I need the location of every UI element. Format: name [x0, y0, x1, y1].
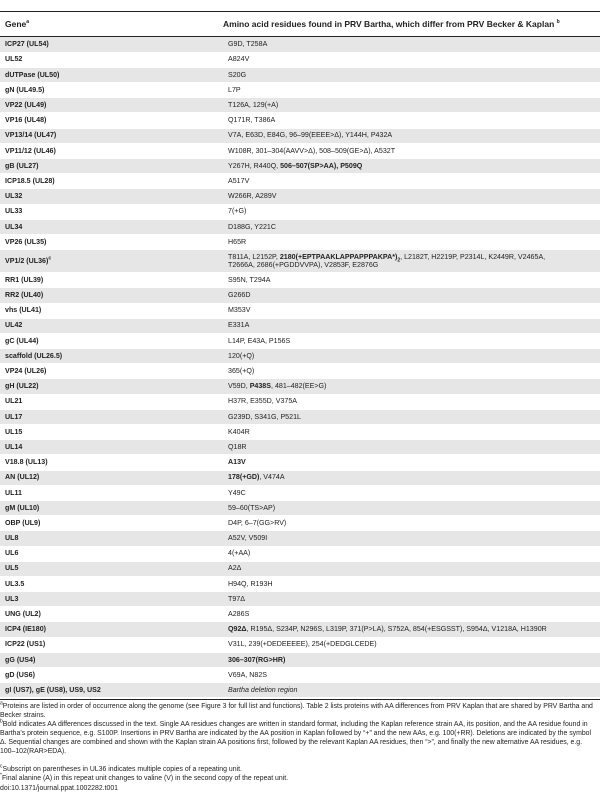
residue-cell	[223, 364, 600, 379]
header-gene-label: Gene	[5, 19, 27, 29]
table-row	[0, 174, 600, 189]
residue-cell	[223, 250, 600, 273]
footnote-star-mark: *	[0, 772, 2, 779]
gene-name: UL42	[5, 321, 23, 330]
residue-cell	[223, 159, 600, 174]
gene-name: VP24 (UL26)	[5, 367, 47, 376]
gene-name: OBP (UL9)	[5, 518, 41, 527]
table-row	[0, 379, 600, 394]
residue-cell	[223, 349, 600, 364]
residue-text: 2180(+EPTPAAKLAPPAPPPAKPA*)	[279, 252, 398, 261]
table-row	[0, 318, 600, 333]
gene-name: UL34	[5, 222, 23, 231]
gene-cell	[0, 67, 223, 82]
gene-name: RR1 (UL39)	[5, 275, 44, 284]
gene-name: AN (UL12)	[5, 473, 40, 482]
residue-text: 7(+G)	[228, 207, 247, 216]
gene-cell	[0, 189, 223, 204]
residue-cell	[223, 531, 600, 546]
residue-cell	[223, 683, 600, 698]
gene-name: gN (UL49.5)	[5, 85, 45, 94]
residue-text: V59D,	[228, 382, 250, 391]
header-gene	[5, 19, 29, 29]
table-row	[0, 83, 600, 98]
residue-text: S95N, T294A	[228, 275, 271, 284]
header-residues-sup: b	[556, 19, 560, 26]
residue-cell	[223, 637, 600, 652]
gene-cell	[0, 113, 223, 128]
residue-cell	[223, 546, 600, 561]
table-row	[0, 409, 600, 424]
gene-name: UL33	[5, 207, 23, 216]
header-gene-sup: a	[26, 19, 30, 26]
footnote-b	[0, 720, 595, 756]
residue-text: V7A, E63D, E84G, 96–99(EEEE>Δ), Y144H, P432A	[228, 131, 393, 140]
table-row	[0, 516, 600, 531]
table-row	[0, 637, 600, 652]
table-row	[0, 349, 600, 364]
residue-text: 120(+Q)	[228, 351, 255, 360]
gene-name: VP1/2 (UL36)	[5, 256, 49, 265]
residue-cell	[223, 67, 600, 82]
residue-cell	[223, 500, 600, 515]
gene-cell	[0, 516, 223, 531]
residue-cell	[223, 174, 600, 189]
gene-name: V18.8 (UL13)	[5, 458, 48, 467]
residue-text: P438S	[249, 382, 271, 391]
residue-text: A2Δ	[228, 564, 242, 573]
residue-text: G239D, S341G, P521L	[228, 412, 301, 421]
gene-name: UL3.5	[5, 579, 25, 588]
residue-text: Y49C	[228, 488, 246, 497]
table-row	[0, 204, 600, 219]
residue-text: M353V	[228, 306, 251, 315]
residue-cell	[223, 455, 600, 470]
table-row	[0, 303, 600, 318]
gene-cell	[0, 349, 223, 364]
residue-cell	[223, 425, 600, 440]
gene-name: UNG (UL2)	[5, 610, 41, 619]
residue-cell	[223, 622, 600, 637]
gene-name: UL6	[5, 549, 19, 558]
residue-cell	[223, 409, 600, 424]
table-row	[0, 622, 600, 637]
footnote-b-mark: b	[0, 718, 3, 725]
residue-cell	[223, 83, 600, 98]
residue-cell	[223, 561, 600, 576]
gene-cell	[0, 607, 223, 622]
table-row	[0, 455, 600, 470]
residue-cell	[223, 113, 600, 128]
residue-cell	[223, 204, 600, 219]
gene-name: UL17	[5, 412, 23, 421]
residue-cell	[223, 485, 600, 500]
gene-name: gI (US7), gE (US8), US9, US2	[5, 685, 101, 694]
gene-name: ICP4 (IE180)	[5, 625, 47, 634]
gene-cell	[0, 485, 223, 500]
gene-cell	[0, 470, 223, 485]
footnote-a	[0, 702, 595, 720]
residue-text: A824V	[228, 55, 250, 64]
gene-name: UL8	[5, 534, 19, 543]
table-row	[0, 607, 600, 622]
gene-name: dUTPase (UL50)	[5, 70, 60, 79]
residue-cell	[223, 440, 600, 455]
residue-text: 506–507(SP>AA), P509Q	[280, 161, 363, 170]
gene-cell	[0, 204, 223, 219]
gene-cell	[0, 409, 223, 424]
table-row	[0, 500, 600, 515]
residue-text: , L2182T, H2219P, P2314L, K2449R, V2465A,	[400, 252, 546, 261]
table-row	[0, 128, 600, 143]
gene-cell	[0, 174, 223, 189]
residue-text: A52V, V509I	[228, 534, 268, 543]
residue-text: , 481–482(EE>G)	[271, 382, 327, 391]
gene-cell	[0, 219, 223, 234]
residue-text: 2	[397, 256, 401, 263]
gene-cell	[0, 98, 223, 113]
residue-text: A13V	[228, 458, 246, 467]
table-row	[0, 652, 600, 667]
residue-text: Q92Δ	[228, 625, 247, 634]
gene-name: vhs (UL41)	[5, 306, 42, 315]
gene-cell	[0, 37, 223, 52]
table-row	[0, 159, 600, 174]
gene-name: gB (UL27)	[5, 161, 39, 170]
table-row	[0, 531, 600, 546]
residue-cell	[223, 652, 600, 667]
gene-cell	[0, 83, 223, 98]
residue-cell	[223, 234, 600, 249]
footnote-b-text: Bold indicates AA differences discussed in the text. Single AA residues changes are written in standard format, including the Kaplan reference strain AA, its position, and the AA residue found in Bartha’s protein sequence, e.g. S100P. Insertions in PRV Bartha are indicated by the AA position in Kaplan followed by “+” and the new AAs, e.g. 100(+RR). Deletions are indicated by the symbol Δ. Sequential changes are combined and shown with the Kaplan strain AA positions first, followed by the relevant Kaplan AA residues, then “>”, and finally the new alternative AA residues, e.g. 100–102(RAR>EDA).	[0, 721, 592, 755]
gene-cell	[0, 683, 223, 698]
footnote-a-text: Proteins are listed in order of occurrence along the genome (see Figure 3 for full list and functions). Table 2 lists proteins with AA differences from PRV Kaplan that are shared by PRV Bartha and Becker strains.	[0, 703, 593, 719]
residue-text: , R195Δ, S234P, N296S, L319P, 371(P>LA), S752A, 854(+ESGSST), S954Δ, V1218A, H1390R	[246, 625, 547, 634]
gene-cell	[0, 455, 223, 470]
residue-text: K404R	[228, 427, 250, 436]
residue-cell	[223, 52, 600, 67]
gene-cell	[0, 250, 223, 273]
residue-cell	[223, 607, 600, 622]
gene-cell	[0, 531, 223, 546]
gene-cell	[0, 637, 223, 652]
residue-text: W266R, A289V	[228, 192, 277, 201]
table-row	[0, 364, 600, 379]
gene-name: UL14	[5, 442, 23, 451]
residue-text: G9D, T258A	[228, 40, 268, 49]
table-row	[0, 288, 600, 303]
gene-name: gM (UL10)	[5, 503, 40, 512]
residue-cell	[223, 470, 600, 485]
table-row	[0, 98, 600, 113]
table-top-rule	[0, 11, 600, 12]
residue-text: V31L, 239(+DEDEEEEE), 254(+DEDGLCEDE)	[228, 640, 377, 649]
table-row	[0, 333, 600, 348]
residue-cell	[223, 668, 600, 683]
gene-cell	[0, 561, 223, 576]
residue-cell	[223, 273, 600, 288]
residue-text: T2666A, 2686(+PGDDVVPA), V2853F, E2876G	[228, 261, 379, 270]
table-row	[0, 592, 600, 607]
residue-text: V69A, N82S	[228, 670, 268, 679]
table-row	[0, 546, 600, 561]
gene-cell	[0, 440, 223, 455]
gene-cell	[0, 273, 223, 288]
residue-text: T811A, L2152P,	[228, 252, 280, 261]
residue-cell	[223, 219, 600, 234]
table-row	[0, 561, 600, 576]
gene-name: UL52	[5, 55, 23, 64]
table-row	[0, 234, 600, 249]
table-header	[0, 14, 600, 36]
gene-cell	[0, 143, 223, 158]
gene-cell	[0, 592, 223, 607]
residue-cell	[223, 516, 600, 531]
gene-name: UL32	[5, 192, 23, 201]
gene-cell	[0, 128, 223, 143]
gene-cell	[0, 364, 223, 379]
gene-name: RR2 (UL40)	[5, 291, 44, 300]
gene-cell	[0, 500, 223, 515]
residue-text: 365(+Q)	[228, 367, 255, 376]
residue-text: T97Δ	[228, 594, 245, 603]
residue-text: 4(+AA)	[228, 549, 251, 558]
residue-text: E331A	[228, 321, 250, 330]
gene-cell	[0, 425, 223, 440]
residue-cell	[223, 189, 600, 204]
gene-name: UL5	[5, 564, 19, 573]
table-row	[0, 440, 600, 455]
table-row	[0, 37, 600, 52]
table-row	[0, 52, 600, 67]
table-row	[0, 668, 600, 683]
header-residues-label: Amino acid residues found in PRV Bartha, which differ from PRV Becker & Kaplan	[223, 19, 555, 29]
table-row	[0, 576, 600, 591]
footnote-c-mark: c	[0, 763, 3, 770]
residue-text: D4P, 6–7(GG>RV)	[228, 518, 287, 527]
residue-text: 306–307(RG>HR)	[228, 655, 286, 664]
footnote-star-text: Final alanine (A) in this repeat unit changes to valine (V) in the second copy of the repeat unit.	[1, 775, 289, 782]
gene-cell	[0, 622, 223, 637]
table-row	[0, 485, 600, 500]
residue-text: 59–60(TS>AP)	[228, 503, 276, 512]
table-row	[0, 394, 600, 409]
residue-cell	[223, 143, 600, 158]
residue-text: T126A, 129(+A)	[228, 101, 279, 110]
table-row	[0, 425, 600, 440]
gene-cell	[0, 303, 223, 318]
residue-text: 178(+GD)	[228, 473, 260, 482]
gene-name: gH (UL22)	[5, 382, 39, 391]
footnote-c	[0, 765, 595, 774]
residue-cell	[223, 379, 600, 394]
gene-cell	[0, 546, 223, 561]
gene-name: ICP18.5 (UL28)	[5, 176, 55, 185]
gene-sup: c	[48, 255, 52, 262]
residue-text: Y267H, R440Q,	[228, 161, 281, 170]
table-row	[0, 67, 600, 82]
gene-cell	[0, 394, 223, 409]
header-residues	[223, 19, 560, 29]
residue-cell	[223, 98, 600, 113]
residue-cell	[223, 128, 600, 143]
gene-name: VP16 (UL48)	[5, 116, 47, 125]
footnote-a-mark: a	[0, 700, 3, 707]
footnote-c-text: Subscript on parentheses in UL36 indicates multiple copies of a repeating unit.	[2, 766, 242, 773]
residue-text: H37R, E355D, V375A	[228, 397, 298, 406]
gene-name: VP22 (UL49)	[5, 101, 47, 110]
gene-name: UL11	[5, 488, 22, 497]
table-bottom-rule	[0, 699, 600, 700]
table-row	[0, 683, 600, 698]
footnote-star	[0, 774, 595, 783]
gene-name: ICP27 (UL54)	[5, 40, 49, 49]
gene-cell	[0, 159, 223, 174]
gene-name: UL21	[5, 397, 23, 406]
residue-text: H94Q, R193H	[228, 579, 273, 588]
gene-name: ICP22 (US1)	[5, 640, 46, 649]
table-row	[0, 470, 600, 485]
residue-cell	[223, 318, 600, 333]
gene-name: gD (US6)	[5, 670, 35, 679]
table-row	[0, 113, 600, 128]
residue-text: Q171R, T386A	[228, 116, 276, 125]
residue-text: A517V	[228, 176, 250, 185]
gene-cell	[0, 576, 223, 591]
gene-cell	[0, 652, 223, 667]
residue-cell	[223, 576, 600, 591]
table-row	[0, 273, 600, 288]
residue-table	[0, 37, 600, 698]
gene-cell	[0, 318, 223, 333]
table-row	[0, 143, 600, 158]
residue-text: Q18R	[228, 442, 247, 451]
gene-cell	[0, 288, 223, 303]
gene-name: UL3	[5, 594, 19, 603]
residue-text: S20G	[228, 70, 247, 79]
gene-name: scaffold (UL26.5)	[5, 351, 63, 360]
gene-name: VP11/12 (UL46)	[5, 146, 56, 155]
residue-cell	[223, 333, 600, 348]
table-row	[0, 219, 600, 234]
residue-text: Bartha deletion region	[228, 685, 298, 694]
residue-text: G266D	[228, 291, 251, 300]
residue-text: L7P	[228, 85, 241, 94]
gene-name: VP26 (UL35)	[5, 237, 47, 246]
gene-name: VP13/14 (UL47)	[5, 131, 57, 140]
table-row	[0, 189, 600, 204]
gene-cell	[0, 333, 223, 348]
residue-cell	[223, 288, 600, 303]
residue-text: , V474A	[259, 473, 285, 482]
residue-text: H65R	[228, 237, 247, 246]
residue-cell	[223, 394, 600, 409]
footnote-doi: doi:10.1371/journal.ppat.1002282.t001	[0, 785, 119, 792]
gene-cell	[0, 379, 223, 394]
gene-cell	[0, 234, 223, 249]
residue-text: A286S	[228, 610, 250, 619]
residue-cell	[223, 37, 600, 52]
residue-cell	[223, 303, 600, 318]
gene-name: gC (UL44)	[5, 336, 39, 345]
residue-text: L14P, E43A, P156S	[228, 336, 291, 345]
residue-cell	[223, 592, 600, 607]
residue-text: W108R, 301–304(AAVV>Δ), 508–509(GE>Δ), A532T	[228, 146, 396, 155]
gene-name: UL15	[5, 427, 23, 436]
table-row	[0, 250, 600, 273]
gene-cell	[0, 52, 223, 67]
gene-name: gG (US4)	[5, 655, 36, 664]
gene-cell	[0, 668, 223, 683]
residue-text: D188G, Y221C	[228, 222, 276, 231]
